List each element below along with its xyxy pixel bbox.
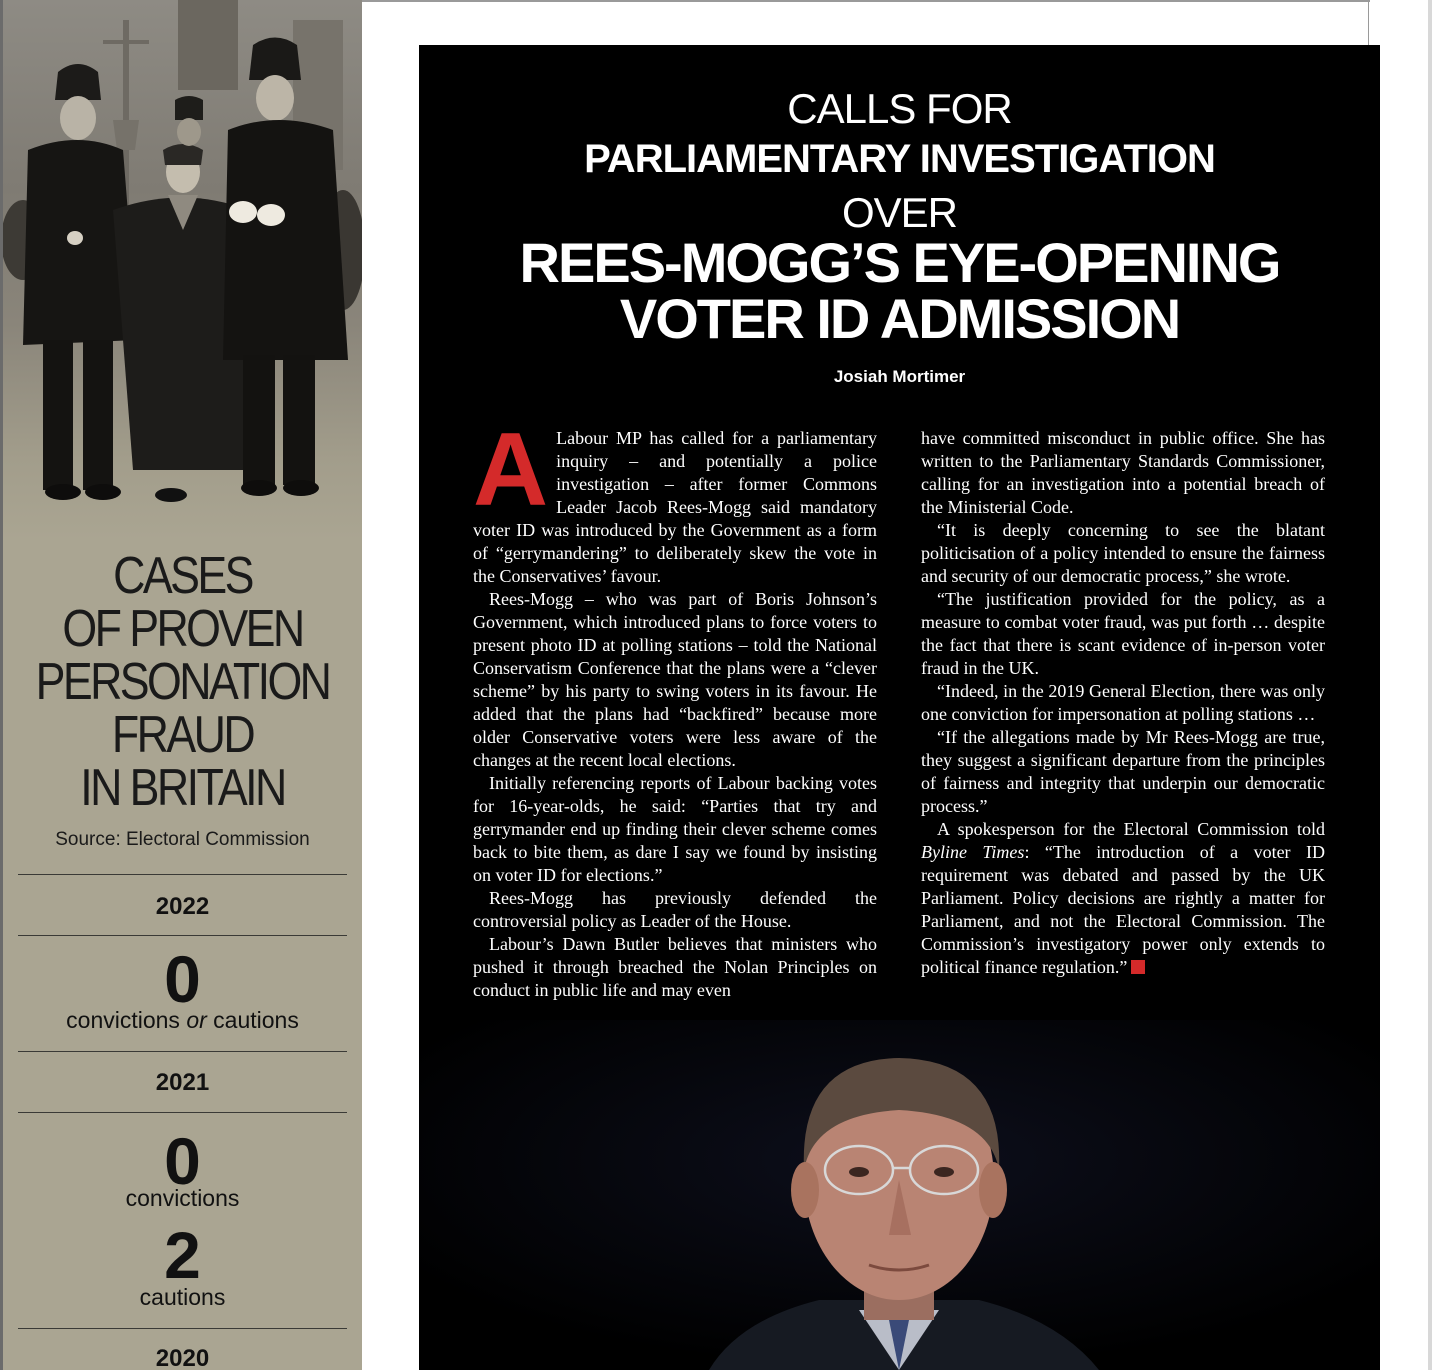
article-paragraph: Rees-Mogg – who was part of Boris Johnson’s Government, which introduced plans to force voters to present photo ID at polling stations – told the National Conservatism Conference that the plans were a “clever scheme” by his party to swing voters in its favour. He added that the plans had “backfired” because more older Conservative voters were less aware of the changes at the recent local elections.	[473, 589, 877, 770]
portrait-illustration	[419, 1020, 1380, 1370]
stat-value: 0	[164, 942, 201, 1016]
headline-line: OVER	[841, 189, 958, 236]
factbox-title-line: IN BRITAIN	[80, 759, 285, 817]
year-label-2021: 2021	[155, 1069, 210, 1096]
portrait-photo	[419, 1020, 1380, 1370]
stat-label: convictions	[125, 1185, 240, 1211]
article-paragraph: Labour’s Dawn Butler believes that ministers who pushed it through breached the Nolan Principles on conduct in public life and may even	[473, 934, 877, 1000]
suffragette-arrest-illustration	[3, 0, 362, 540]
article-paragraph: Initially referencing reports of Labour backing votes for 16-year-olds, he said: “Parties that try and gerrymander end up finding their clever scheme comes back to bite them, as dare I say we found by insisting on voter ID for elections.”	[473, 773, 877, 885]
headline-line: CALLS FOR	[787, 85, 1012, 132]
suffragette-arrest-photo	[3, 0, 362, 540]
headline-main-line: VOTER ID ADMISSION	[619, 287, 1180, 350]
article-column-right	[921, 427, 1325, 979]
headline-main-line: REES-MOGG’S EYE-OPENING	[519, 231, 1280, 294]
factbox-title-line: CASES	[113, 547, 252, 605]
stat-label: convictions or cautions	[66, 1007, 299, 1033]
article-paragraph: A spokesperson for the Electoral Commission told Byline Times: “The introduction of a voter ID requirement was debated and passed by the UK Parliament. Policy decisions are rightly a matter for Parliament, and not the Electoral Commission. The Commission’s investigatory power only extends to political finance regulation.”	[921, 819, 1325, 977]
divider	[18, 1328, 347, 1329]
divider	[18, 1051, 347, 1052]
factbox-source: Source: Electoral Commission	[55, 829, 310, 850]
sidebar-factbox	[3, 0, 362, 1370]
article-paragraph: “Indeed, in the 2019 General Election, there was only one conviction for impersonation at polling stations …	[921, 681, 1325, 724]
divider	[18, 1112, 347, 1113]
article-paragraph: A Labour MP has called for a parliamentary inquiry – and potentially a police investigation – after former Commons Leader Jacob Rees-Mogg said mandatory voter ID was introduced by the Government as a form of “gerrymandering” to deliberately skew the vote in the Conservatives’ favour.	[473, 412, 877, 586]
article-column-left	[473, 412, 877, 1002]
end-mark-icon	[1131, 960, 1145, 974]
drop-cap: A	[473, 412, 549, 528]
stat-value: 0	[164, 1124, 201, 1198]
stat-label: cautions	[139, 1284, 226, 1310]
page-frame-top	[362, 0, 1370, 2]
byline: Josiah Mortimer	[833, 367, 966, 386]
headline-main	[419, 231, 1380, 350]
page-frame-right	[1368, 0, 1369, 45]
divider	[18, 935, 347, 936]
factbox-title-line: PERSONATION	[35, 653, 330, 711]
article-paragraph: have committed misconduct in public office. She has written to the Parliamentary Standards Commissioner, calling for an investigation into a potential breach of the Ministerial Code.	[921, 428, 1325, 517]
year-label-2020: 2020	[155, 1345, 210, 1370]
article-panel	[419, 45, 1380, 1370]
divider	[18, 874, 347, 875]
year-label-2022: 2022	[155, 893, 210, 920]
stat-value: 2	[164, 1218, 201, 1292]
factbox-title	[28, 547, 337, 817]
page-edge	[1428, 0, 1432, 1370]
factbox-title-line: OF PROVEN	[62, 600, 303, 658]
article-paragraph: “The justification provided for the policy, as a measure to combat voter fraud, was put forth … despite the fact that there is scant evidence of in-person voter fraud in the UK.	[921, 589, 1325, 678]
article-paragraph: Rees-Mogg has previously defended the controversial policy as Leader of the House.	[473, 888, 877, 931]
article-paragraph: “It is deeply concerning to see the blatant politicisation of a policy intended to ensure the fairness and security of our democratic process,” she wrote.	[921, 520, 1325, 586]
factbox-title-line: FRAUD	[111, 706, 254, 764]
article-paragraph: “If the allegations made by Mr Rees-Mogg are true, they suggest a significant departure from the principles of fairness and integrity that underpin our democratic process.”	[921, 727, 1325, 816]
headline-line: PARLIAMENTARY INVESTIGATION	[584, 137, 1215, 181]
